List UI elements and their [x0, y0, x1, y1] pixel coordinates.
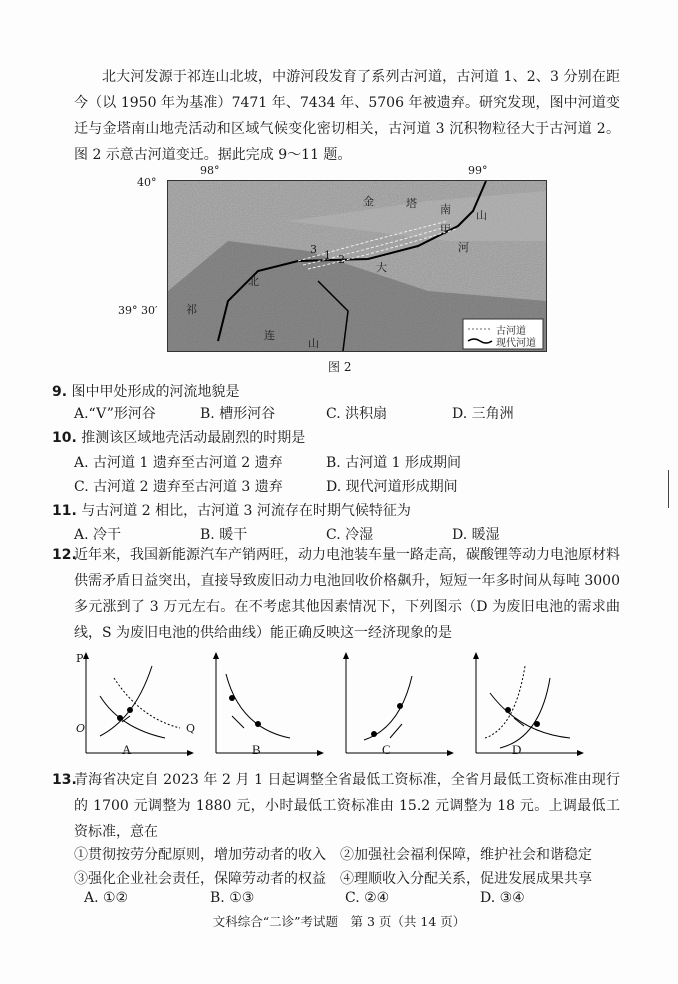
q9-option-c: C. 洪积扇 — [326, 406, 388, 422]
label-shan2: 山 — [308, 337, 319, 350]
q10-number: 10. — [52, 430, 77, 446]
q13-option-b: B. ①③ — [210, 890, 255, 906]
page-footer: 文科综合“二诊”考试题 第 3 页（共 14 页） — [212, 914, 466, 929]
q11-option-c: C. 冷湿 — [326, 527, 374, 543]
label-lian: 连 — [264, 329, 275, 342]
q10-stem: 推测该区域地壳活动最剧烈的时期是 — [81, 430, 306, 446]
q13-option-c: C. ②④ — [345, 890, 390, 906]
q11-option-a: A. 冷干 — [74, 527, 122, 543]
q12-number: 12. — [52, 547, 77, 563]
map-terrain — [168, 181, 546, 351]
channel-2: 2 — [338, 253, 345, 266]
label-ta: 塔 — [406, 197, 417, 210]
label-jia: 甲 — [440, 223, 451, 236]
graph-d — [460, 648, 590, 763]
graph-b — [200, 648, 330, 763]
river-map-figure — [167, 180, 547, 352]
graph-b-label: B — [252, 742, 261, 757]
q13-item-1: ①贯彻按劳分配原则，增加劳动者的收入 — [74, 847, 326, 863]
q10-option-c: C. 古河道 2 遗弃至古河道 3 遗弃 — [74, 479, 283, 495]
label-he: 河 — [458, 241, 469, 254]
label-nan: 南 — [440, 203, 451, 216]
figure-caption: 图 2 — [328, 360, 352, 374]
lat-40: 40° — [137, 176, 157, 189]
graph-d-label: D — [512, 742, 522, 757]
legend-ancient: 古河道 — [496, 326, 526, 337]
q13-item-3: ③强化企业社会责任，保障劳动者的权益 — [74, 871, 326, 887]
q9-option-a: A.“V”形河谷 — [74, 406, 156, 422]
q13-stem: 青海省决定自 2023 年 2 月 1 日起调整全省最低工资标准，全省月最低工资标准由现行的 1700 元调整为 1880 元，小时最低工资标准由 15.2 元调整为 18 元。上调最低工资标准，意在 — [74, 772, 620, 840]
lat-39-30: 39° 30′ — [118, 304, 158, 317]
q11-option-b: B. 暖干 — [200, 527, 248, 543]
intro-paragraph: 北大河发源于祁连山北坡，中游河段发育了系列古河道，古河道 1、2、3 分别在距今（以 1950 年为基准）7471 年、7434 年、5706 年被遗弃。研究发现，图中河道变迁与金塔南山地壳活动和区域气候变化密切相关，古河道 3 沉积物粒径大于古河道 2。图 2 示意古河道变迁。据此完成 9～11 题。 — [74, 69, 620, 163]
legend-modern: 现代河道 — [496, 338, 536, 349]
q13-option-d: D. ③④ — [480, 890, 525, 906]
lon-99: 99° — [468, 164, 488, 177]
q9-stem: 图中甲处形成的河流地貌是 — [71, 384, 240, 400]
graph-c — [330, 648, 460, 763]
q10-option-b: B. 古河道 1 形成期间 — [326, 455, 461, 471]
channel-3: 3 — [310, 243, 317, 256]
label-qi: 祁 — [186, 303, 197, 316]
q11-stem: 与古河道 2 相比，古河道 3 河流存在时期气候特征为 — [81, 503, 411, 519]
label-jin: 金 — [363, 195, 374, 208]
label-shan: 山 — [476, 209, 487, 222]
axis-q: Q — [186, 722, 196, 735]
axis-p: P — [76, 652, 84, 665]
q10-option-a: A. 古河道 1 遗弃至古河道 2 遗弃 — [74, 455, 283, 471]
q9-option-d: D. 三角洲 — [452, 406, 514, 422]
graph-a — [70, 648, 200, 763]
q9-option-b: B. 槽形河谷 — [200, 406, 276, 422]
q10-option-d: D. 现代河道形成期间 — [326, 479, 458, 495]
graph-a-label: A — [122, 742, 132, 757]
q13-item-2: ②加强社会福利保障，维护社会和谐稳定 — [340, 847, 592, 863]
lon-98: 98° — [200, 164, 220, 177]
q12-stem: 近年来，我国新能源汽车产销两旺，动力电池装车量一路走高，碳酸锂等动力电池原材料供需矛盾日益突出，直接导致废旧动力电池回收价格飙升，短短一年多时间从每吨 3000 多元涨到了 3 万元左右。在不考虑其他因素情况下，下列图示（D 为废旧电池的需求曲线，S 为废旧电池的供给曲线）能正确反映这一经济现象的是 — [74, 547, 620, 641]
label-da: 大 — [376, 261, 387, 274]
q13-option-a: A. ①② — [84, 890, 129, 906]
q13-number: 13. — [52, 772, 77, 788]
q9-number: 9. — [52, 384, 68, 400]
axis-origin: O — [76, 722, 86, 735]
label-bei: 北 — [248, 275, 259, 288]
q11-option-d: D. 暖湿 — [452, 527, 500, 543]
graph-c-label: C — [382, 742, 391, 757]
q13-item-4: ④理顺收入分配关系，促进发展成果共享 — [340, 871, 592, 887]
q11-number: 11. — [52, 503, 77, 519]
channel-1: 1 — [324, 249, 331, 262]
margin-mark — [668, 470, 669, 508]
